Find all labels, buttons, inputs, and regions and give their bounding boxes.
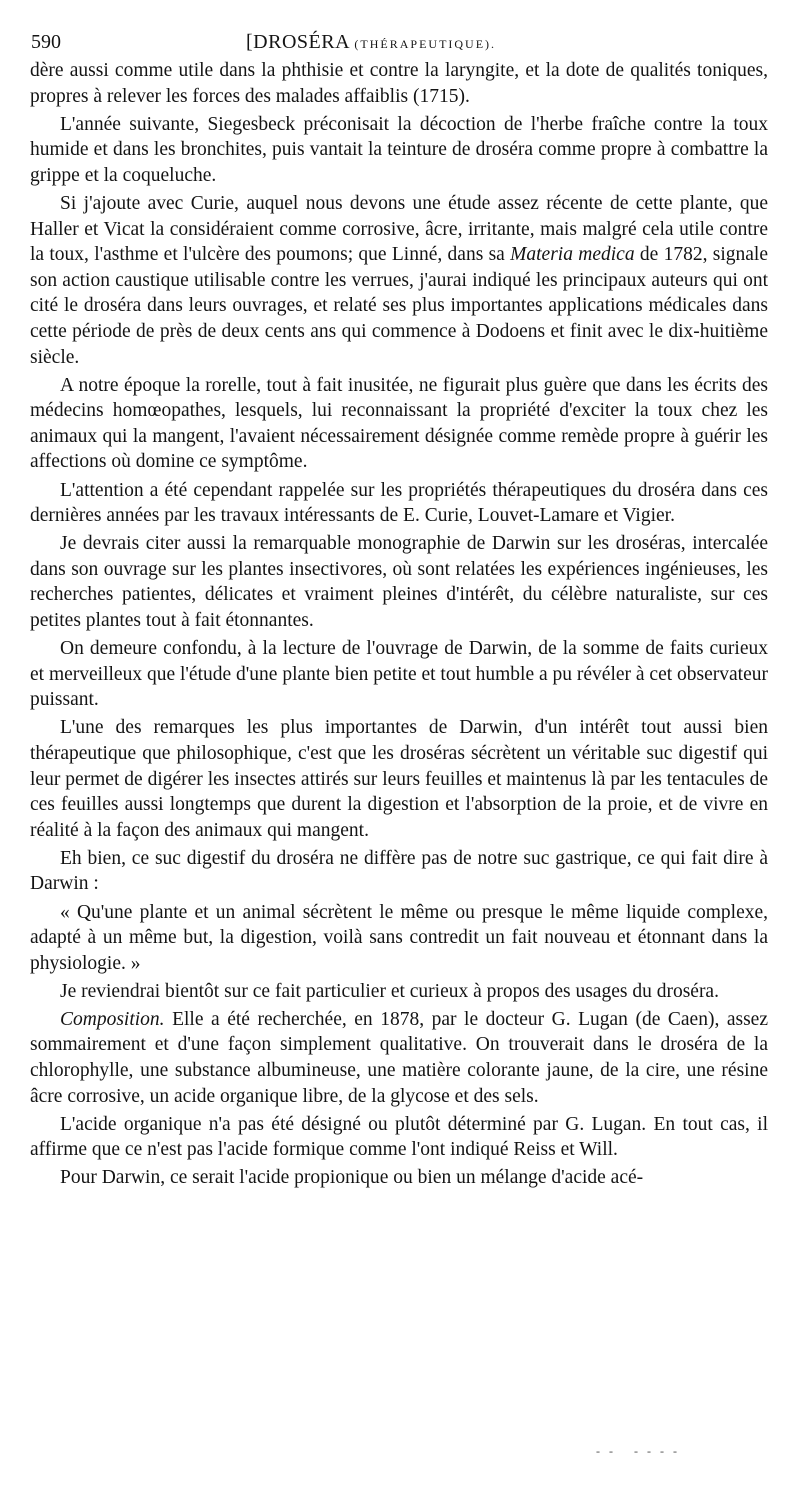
paragraph: dère aussi comme utile dans la phthisie et contre la laryngite, et la dote de qualités toniques, propres à relever les forces des malades affaiblis (1715). [30, 60, 768, 107]
paragraph [30, 1007, 768, 1109]
paragraph: A notre époque la rorelle, tout à fait inusitée, ne figurait plus guère que dans les écrits des médecins homœopathes, lesquels, lui reconnaissant la propriété d'exciter la toux chez les animaux qui la mangent, l'avaient nécessairement désignée comme remède propre à guérir les affections où domine ce symptôme. [30, 374, 768, 473]
paragraph-text: Elle a été recherchée, en 1878, par le docteur G. Lugan (de Caen), assez sommairement et d'une façon simplement qualitative. On trouverait dans le droséra de la chlorophylle, une substance albumineuse, une matière colorante jaune, de la cire, une résine âcre corrosive, un acide organique libre, de la glycose et des sels. [30, 1008, 768, 1107]
paragraph: On demeure confondu, à la lecture de l'ouvrage de Darwin, de la somme de faits curieux et merveilleux que l'étude d'une plante bien petite et tout humble a pu révéler à cet observateur puissant. [30, 638, 768, 711]
italic-title: Materia medica [510, 244, 635, 266]
quotation: « Qu'une plante et un animal sécrètent le même ou presque le même liquide complexe, adapté à un même but, la digestion, voilà sans contredit un fait nouveau et étonnant dans la physiologie. » [30, 901, 768, 974]
paragraph: L'acide organique n'a pas été désigné ou plutôt déterminé par G. Lugan. En tout cas, il affirme que ce n'est pas l'acide formique comme l'ont indiqué Reiss et Will. [30, 1113, 768, 1161]
footer-marks: - - - - - - [596, 1444, 680, 1458]
running-title-main: [DROSÉRA [246, 31, 349, 53]
paragraph: Eh bien, ce suc digestif du droséra ne diffère pas de notre suc gastrique, ce qui fait dire à Darwin : [30, 847, 768, 895]
page-number: 590 [31, 31, 61, 53]
paragraph: L'une des remarques les plus importantes de Darwin, d'un intérêt tout aussi bien thérapeutique que philosophique, c'est que les droséras sécrètent un véritable suc digestif qui leur permet de digérer les insectes attirés sur leurs feuilles et maintenus là par les tentacules de ces feuilles aussi longtemps que durent la digestion et l'absorption de la proie, et de vivre en réalité à la façon des animaux qui mangent. [30, 717, 768, 841]
running-title [246, 30, 496, 58]
section-label: Composition. [60, 1008, 165, 1030]
paragraph [30, 191, 768, 370]
paragraph: Je reviendrai bientôt sur ce fait particulier et curieux à propos des usages du droséra. [60, 980, 719, 1002]
running-title-sub: (THÉRAPEUTIQUE). [354, 37, 497, 51]
paragraph-text: Si j'ajoute avec Curie, auquel nous devons une étude assez récente de cette plante, que Haller et Vicat la considéraient comme corrosive, âcre, irritante, mais malgré cela utile contre la toux, l'asthme et l'ulcère des poumons; que Linné, dans sa [30, 192, 768, 266]
running-head [30, 30, 768, 58]
paragraph: L'année suivante, Siegesbeck préconisait la décoction de l'herbe fraîche contre la toux humide et dans les bronchites, puis vantait la teinture de droséra comme propre à combattre la grippe et la coqueluche. [30, 113, 768, 186]
paragraph: Je devrais citer aussi la remarquable monographie de Darwin sur les droséras, intercalée dans son ouvrage sur les plantes insectivores, où sont relatées les expériences ingénieuses, les recherches patientes, délicates et vraiment pleines d'intérêt, du célèbre naturaliste, sur ces petites plantes tout à fait étonnantes. [30, 533, 768, 631]
paragraph-text: de 1782, signale son action caustique utilisable contre les verrues, j'aurai indiqué les principaux auteurs qui ont cité le droséra dans leurs ouvrages, et relaté ses plus importantes applications médicales dans cette période de près de deux cents ans qui commence à Dodoens et finit avec le dix-huitième siècle. [30, 244, 768, 368]
body-text [30, 58, 768, 1191]
paragraph: Pour Darwin, ce serait l'acide propionique ou bien un mélange d'acide acé- [60, 1167, 644, 1189]
page [30, 30, 768, 1191]
paragraph: L'attention a été cependant rappelée sur les propriétés thérapeutiques du droséra dans ces dernières années par les travaux intéressants de E. Curie, Louvet-Lamare et Vigier. [30, 479, 768, 527]
